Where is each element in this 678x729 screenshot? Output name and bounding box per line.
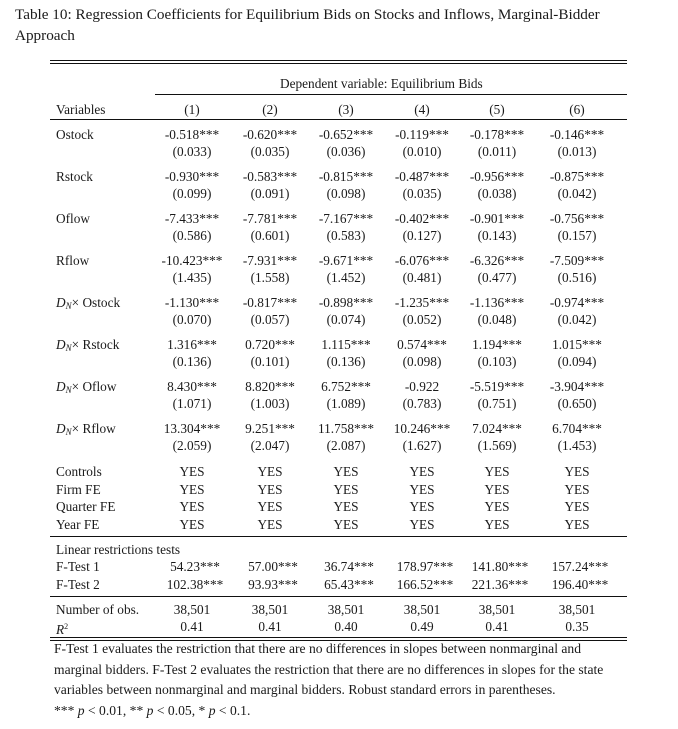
dummy-symbol: D bbox=[56, 337, 66, 352]
coefficient-cell: -6.076*** bbox=[394, 253, 450, 268]
coefficient-cell: 1.194*** bbox=[472, 337, 522, 352]
std-error-cell: (1.089) bbox=[326, 396, 366, 411]
nobs-cell: 38,501 bbox=[173, 602, 211, 617]
coefficient-cell: -1.130*** bbox=[164, 295, 220, 310]
fe-cell: YES bbox=[179, 481, 205, 497]
header-rule bbox=[50, 119, 627, 120]
coefficient-cell: 11.758*** bbox=[317, 421, 375, 436]
table-notes bbox=[54, 639, 629, 721]
std-error-cell: (2.087) bbox=[326, 438, 366, 453]
coefficient-cell: -7.931*** bbox=[242, 253, 298, 268]
coefficient-cell: -5.519*** bbox=[469, 379, 525, 394]
coefficient-cell: 6.704*** bbox=[552, 421, 602, 436]
column-header: (3) bbox=[338, 102, 354, 117]
coefficient-cell: 1.115*** bbox=[321, 337, 371, 352]
row-label-7 bbox=[56, 420, 116, 441]
significance-legend bbox=[54, 703, 250, 718]
dependent-variable-header: Dependent variable: Equilibrium Bids bbox=[280, 76, 483, 91]
std-error-cell: (0.035) bbox=[402, 186, 442, 201]
variables-header: Variables bbox=[56, 102, 106, 117]
std-error-cell: (1.453) bbox=[557, 438, 597, 453]
std-error-cell: (0.010) bbox=[402, 144, 442, 159]
coefficient-cell: -0.518*** bbox=[164, 127, 220, 142]
coefficient-cell: -6.326*** bbox=[469, 253, 525, 268]
fe-cell: YES bbox=[409, 499, 435, 514]
std-error-cell: (0.038) bbox=[477, 186, 517, 201]
std-error-cell: (2.059) bbox=[172, 438, 212, 453]
coefficient-cell: -0.756*** bbox=[549, 211, 605, 226]
std-error-cell: (0.074) bbox=[326, 312, 366, 327]
fe-cell: YES bbox=[333, 499, 359, 514]
r2-cell: 0.41 bbox=[485, 619, 509, 634]
dummy-subscript: N bbox=[65, 301, 72, 311]
coefficient-cell: 7.024*** bbox=[472, 421, 522, 436]
std-error-cell: (0.099) bbox=[172, 186, 212, 201]
coefficient-cell: -3.904*** bbox=[549, 379, 605, 394]
coefficient-cell: -0.956*** bbox=[469, 169, 525, 184]
std-error-cell: (0.070) bbox=[172, 312, 212, 327]
coefficient-cell: -0.898*** bbox=[318, 295, 374, 310]
fe-cell: YES bbox=[257, 499, 283, 514]
std-error-cell: (0.136) bbox=[172, 354, 212, 369]
fe-cell: YES bbox=[333, 464, 359, 479]
std-error-cell: (0.583) bbox=[326, 228, 366, 243]
std-error-cell: (0.783) bbox=[402, 396, 442, 411]
variable-name: × Rstock bbox=[71, 337, 120, 352]
nobs-label: Number of obs. bbox=[56, 602, 140, 617]
std-error-cell: (0.011) bbox=[477, 144, 517, 159]
fe-cell: YES bbox=[179, 516, 205, 532]
std-error-cell: (0.601) bbox=[250, 228, 290, 243]
std-error-cell: (0.751) bbox=[477, 396, 517, 411]
std-error-cell: (0.101) bbox=[250, 354, 290, 369]
coefficient-cell: -7.433*** bbox=[164, 211, 220, 226]
fe-cell: YES bbox=[257, 516, 283, 532]
fe-cell: YES bbox=[484, 499, 510, 514]
fe-row-label: Firm FE bbox=[56, 481, 101, 497]
std-error-cell: (2.047) bbox=[250, 438, 290, 453]
r2-cell: 0.40 bbox=[334, 619, 358, 634]
fe-cell: YES bbox=[564, 499, 590, 514]
coefficient-cell: -0.583*** bbox=[242, 169, 298, 184]
variable-name: Rflow bbox=[56, 253, 90, 268]
fe-row-label: Controls bbox=[56, 464, 102, 479]
variable-name: Ostock bbox=[56, 127, 94, 142]
r2-cell: 0.41 bbox=[258, 619, 282, 634]
test-stat-cell: 178.97*** bbox=[396, 559, 454, 574]
std-error-cell: (0.477) bbox=[477, 270, 517, 285]
coefficient-cell: -0.620*** bbox=[242, 127, 298, 142]
p-symbol: p bbox=[77, 702, 85, 718]
fe-cell: YES bbox=[333, 516, 359, 532]
sig-stars: * bbox=[198, 702, 206, 718]
test-stat-cell: 221.36*** bbox=[471, 577, 529, 592]
test-stat-cell: 157.24*** bbox=[551, 559, 609, 574]
column-header: (5) bbox=[489, 102, 505, 117]
top-rule-1 bbox=[50, 60, 627, 61]
coefficient-cell: -1.235*** bbox=[394, 295, 450, 310]
std-error-cell: (0.157) bbox=[557, 228, 597, 243]
fe-cell: YES bbox=[564, 464, 590, 479]
fe-cell: YES bbox=[484, 516, 510, 532]
coefficient-cell: -0.119*** bbox=[395, 127, 449, 142]
std-error-cell: (0.136) bbox=[326, 354, 366, 369]
test-stat-cell: 141.80*** bbox=[471, 559, 529, 574]
coefficient-cell: -0.901*** bbox=[469, 211, 525, 226]
std-error-cell: (0.481) bbox=[402, 270, 442, 285]
test-row-label: F-Test 2 bbox=[56, 577, 100, 592]
nobs-cell: 38,501 bbox=[251, 602, 289, 617]
std-error-cell: (0.033) bbox=[172, 144, 212, 159]
tests-heading: Linear restrictions tests bbox=[56, 542, 181, 557]
r-symbol: R bbox=[56, 622, 65, 637]
fe-cell: YES bbox=[257, 464, 283, 479]
fe-cell: YES bbox=[257, 481, 283, 497]
coefficient-cell: 0.574*** bbox=[397, 337, 447, 352]
test-stat-cell: 102.38*** bbox=[166, 577, 224, 592]
dummy-subscript: N bbox=[65, 385, 72, 395]
p-symbol: p bbox=[208, 702, 216, 718]
coefficient-cell: -0.487*** bbox=[394, 169, 450, 184]
std-error-cell: (0.048) bbox=[477, 312, 517, 327]
fe-cell: YES bbox=[564, 481, 590, 497]
coefficient-cell: -0.146*** bbox=[549, 127, 605, 142]
std-error-cell: (1.569) bbox=[477, 438, 517, 453]
coefficient-cell: 8.820*** bbox=[245, 379, 295, 394]
dummy-symbol: D bbox=[56, 379, 66, 394]
nobs-cell: 38,501 bbox=[403, 602, 441, 617]
coefficient-cell: -0.922 bbox=[404, 379, 440, 394]
fe-cell: YES bbox=[484, 464, 510, 479]
p-symbol: p bbox=[146, 702, 154, 718]
caption-line-1: Table 10: Regression Coefficients for Equilibrium Bids on Stocks and Inflows, Marginal-Bidder bbox=[15, 6, 600, 23]
coefficient-cell: 0.720*** bbox=[245, 337, 295, 352]
coefficient-cell: -9.671*** bbox=[318, 253, 374, 268]
fe-cell: YES bbox=[409, 464, 435, 479]
std-error-cell: (0.091) bbox=[250, 186, 290, 201]
r2-label bbox=[56, 618, 68, 638]
sig-threshold: < 0.05, bbox=[153, 702, 196, 718]
std-error-cell: (0.650) bbox=[557, 396, 597, 411]
fe-cell: YES bbox=[409, 481, 435, 497]
fe-row-label: Year FE bbox=[56, 516, 100, 532]
row-label-2 bbox=[56, 210, 90, 227]
test-stat-cell: 93.93*** bbox=[248, 577, 298, 592]
variable-name: × Oflow bbox=[71, 379, 117, 394]
r2-cell: 0.35 bbox=[565, 619, 589, 634]
coefficient-cell: 8.430*** bbox=[167, 379, 217, 394]
row-label-3 bbox=[56, 252, 89, 269]
r2-cell: 0.41 bbox=[180, 619, 204, 634]
std-error-cell: (1.627) bbox=[402, 438, 442, 453]
dummy-subscript: N bbox=[65, 343, 72, 353]
fe-row-label: Quarter FE bbox=[56, 499, 116, 514]
std-error-cell: (0.103) bbox=[477, 354, 517, 369]
coefficient-cell: -0.652*** bbox=[318, 127, 374, 142]
fe-cell: YES bbox=[179, 499, 205, 514]
std-error-cell: (0.586) bbox=[172, 228, 212, 243]
std-error-cell: (0.042) bbox=[557, 186, 597, 201]
variable-name: Oflow bbox=[56, 211, 90, 226]
variable-name: × Ostock bbox=[71, 295, 121, 310]
coefficient-cell: 1.316*** bbox=[167, 337, 217, 352]
coefficient-cell: -7.781*** bbox=[242, 211, 298, 226]
top-rule-2 bbox=[50, 63, 627, 64]
std-error-cell: (0.042) bbox=[557, 312, 597, 327]
dummy-symbol: D bbox=[56, 421, 66, 436]
std-error-cell: (0.127) bbox=[402, 228, 442, 243]
sig-threshold: < 0.01, bbox=[84, 702, 127, 718]
std-error-cell: (0.052) bbox=[402, 312, 442, 327]
coefficient-cell: 9.251*** bbox=[245, 421, 295, 436]
coefficient-cell: -0.974*** bbox=[549, 295, 605, 310]
std-error-cell: (0.143) bbox=[477, 228, 517, 243]
row-label-1 bbox=[56, 168, 93, 185]
std-error-cell: (0.035) bbox=[250, 144, 290, 159]
std-error-cell: (0.036) bbox=[326, 144, 366, 159]
caption-line-2: Approach bbox=[15, 27, 75, 44]
std-error-cell: (0.516) bbox=[557, 270, 597, 285]
std-error-cell: (1.003) bbox=[250, 396, 290, 411]
row-label-0 bbox=[56, 126, 94, 143]
coefficient-cell: -10.423*** bbox=[161, 253, 223, 268]
stats-rule bbox=[50, 596, 627, 597]
coefficient-cell: -1.136*** bbox=[469, 295, 525, 310]
std-error-cell: (1.452) bbox=[326, 270, 366, 285]
std-error-cell: (0.098) bbox=[402, 354, 442, 369]
std-error-cell: (1.071) bbox=[172, 396, 212, 411]
table-caption bbox=[15, 4, 670, 46]
fe-cell: YES bbox=[179, 464, 205, 479]
coefficient-cell: -0.875*** bbox=[549, 169, 605, 184]
std-error-cell: (0.098) bbox=[326, 186, 366, 201]
sig-stars: ** bbox=[129, 702, 144, 718]
test-stat-cell: 57.00*** bbox=[248, 559, 298, 574]
std-error-cell: (0.013) bbox=[557, 144, 597, 159]
coefficient-cell: -0.178*** bbox=[469, 127, 525, 142]
variable-name: Rstock bbox=[56, 169, 93, 184]
column-header: (6) bbox=[569, 102, 585, 117]
nobs-cell: 38,501 bbox=[327, 602, 365, 617]
fe-cell: YES bbox=[564, 516, 590, 532]
column-header: (1) bbox=[184, 102, 200, 117]
sig-stars: *** bbox=[54, 702, 75, 718]
fe-cell: YES bbox=[484, 481, 510, 497]
coefficient-cell: -0.815*** bbox=[318, 169, 374, 184]
column-header: (2) bbox=[262, 102, 278, 117]
tests-rule bbox=[50, 536, 627, 537]
nobs-cell: 38,501 bbox=[558, 602, 596, 617]
test-row-label: F-Test 1 bbox=[56, 559, 100, 574]
column-header: (4) bbox=[414, 102, 430, 117]
variable-name: × Rflow bbox=[71, 421, 116, 436]
test-stat-cell: 65.43*** bbox=[324, 577, 374, 592]
std-error-cell: (1.435) bbox=[172, 270, 212, 285]
coefficient-cell: 1.015*** bbox=[552, 337, 602, 352]
row-label-5 bbox=[56, 336, 119, 357]
coefficient-cell: 10.246*** bbox=[393, 421, 451, 436]
row-label-4 bbox=[56, 294, 120, 315]
row-label-6 bbox=[56, 378, 116, 399]
nobs-cell: 38,501 bbox=[478, 602, 516, 617]
sig-threshold: < 0.1. bbox=[215, 702, 251, 718]
dummy-subscript: N bbox=[65, 427, 72, 437]
test-stat-cell: 54.23*** bbox=[170, 559, 220, 574]
dummy-symbol: D bbox=[56, 295, 66, 310]
std-error-cell: (0.057) bbox=[250, 312, 290, 327]
coefficient-cell: -7.509*** bbox=[549, 253, 605, 268]
coefficient-cell: -0.930*** bbox=[164, 169, 220, 184]
coefficient-cell: 6.752*** bbox=[321, 379, 371, 394]
std-error-cell: (0.094) bbox=[557, 354, 597, 369]
notes-text: F-Test 1 evaluates the restriction that there are no differences in slopes between nonmarginal and marginal bidders. F-Test 2 evaluates the restriction that there are no differences in slopes for the state variables between nonmarginal and marginal bidders. Robust standard errors in parentheses. bbox=[54, 641, 604, 698]
r-superscript: 2 bbox=[64, 622, 69, 631]
coefficient-cell: -0.817*** bbox=[242, 295, 298, 310]
coefficient-cell: -7.167*** bbox=[318, 211, 374, 226]
r2-cell: 0.49 bbox=[410, 619, 434, 634]
test-stat-cell: 196.40*** bbox=[551, 577, 609, 592]
coefficient-cell: -0.402*** bbox=[394, 211, 450, 226]
test-stat-cell: 36.74*** bbox=[324, 559, 374, 574]
fe-cell: YES bbox=[333, 481, 359, 497]
coefficient-cell: 13.304*** bbox=[163, 421, 221, 436]
cmid-rule bbox=[155, 94, 627, 95]
std-error-cell: (1.558) bbox=[250, 270, 290, 285]
fe-cell: YES bbox=[409, 516, 435, 532]
test-stat-cell: 166.52*** bbox=[396, 577, 454, 592]
